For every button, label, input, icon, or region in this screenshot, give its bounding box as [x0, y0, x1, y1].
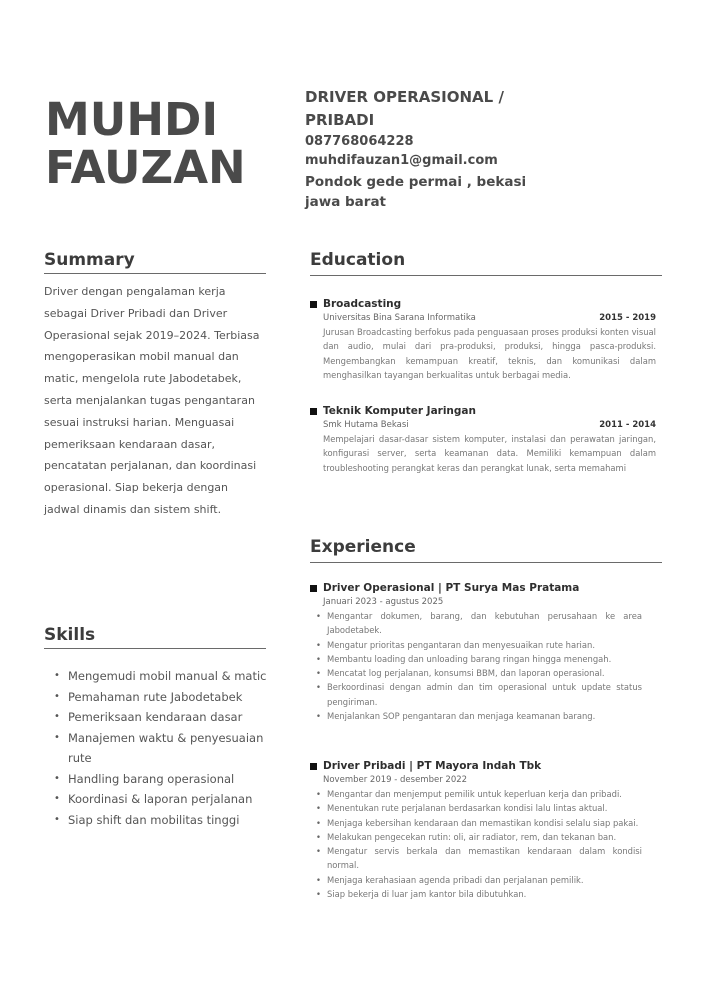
- summary-heading: Summary: [44, 250, 135, 270]
- name-last: FAUZAN: [45, 141, 246, 194]
- square-bullet-icon: [310, 408, 317, 415]
- experience-bullet: • Menjalankan SOP pengantaran dan menjaga keamanan barang.: [316, 709, 642, 723]
- address: Pondok gede permai , bekasi jawa barat: [305, 174, 527, 210]
- experience-bullet: • Siap bekerja di luar jam kantor bila dibutuhkan.: [316, 887, 642, 901]
- job-title: DRIVER OPERASIONAL / PRIBADI: [305, 88, 504, 129]
- education-description: Mempelajari dasar-dasar sistem komputer, instalasi dan perawatan jaringan, konfigurasi server, serta keamanan data. Memiliki kemampuan dalam troubleshooting perangkat keras dan perangkat lunak, serta memahami: [323, 434, 656, 473]
- name-first: MUHDI: [45, 93, 219, 146]
- summary-text: Driver dengan pengalaman kerja sebagai Driver Pribadi dan Driver Operasional sejak 2019–2024. Terbiasa mengoperasikan mobil manual dan matic, mengelola rute Jabodetabek, serta menjalankan tugas pengantaran sesuai instruksi harian. Menguasai pemeriksaan kendaraan dasar, pencatatan perjalanan, dan koordinasi operasional. Siap bekerja dengan jadwal dinamis dan sistem shift.: [44, 285, 260, 516]
- education-entry: [310, 298, 656, 382]
- experience-bullet: • Mengantar dan menjemput pemilik untuk keperluan kerja dan pribadi.: [316, 787, 642, 801]
- education-years: 2011 - 2014: [599, 420, 656, 430]
- contact-block: [305, 86, 565, 212]
- experience-entry: [310, 582, 642, 723]
- experience-divider: [310, 562, 662, 563]
- education-description: Jurusan Broadcasting berfokus pada penguasaan proses produksi konten visual dan audio, mulai dari pra-produksi, produksi, hingga pasca-produksi. Mengembangkan kemampuan kreatif, teknis, dan komunikasi dalam menghasilkan tayangan berkualitas untuk berbagai media.: [323, 327, 656, 380]
- experience-bullet: • Melakukan pengecekan rutin: oli, air radiator, rem, dan tekanan ban.: [316, 830, 642, 844]
- experience-bullets: [316, 609, 642, 723]
- experience-bullet: • Membantu loading dan unloading barang ringan hingga menengah.: [316, 652, 642, 666]
- education-entry: [310, 405, 656, 475]
- email: muhdifauzan1@gmail.com: [305, 153, 498, 168]
- experience-entry: [310, 760, 642, 901]
- candidate-name: [45, 93, 246, 194]
- experience-bullet: • Mengatur servis berkala dan memastikan kendaraan dalam kondisi normal.: [316, 844, 642, 873]
- experience-bullet: • Mengatur prioritas pengantaran dan menyesuaikan rute harian.: [316, 638, 642, 652]
- skills-divider: [44, 648, 266, 649]
- skill-item: • Handling barang operasional: [54, 769, 274, 790]
- skill-item: • Pemahaman rute Jabodetabek: [54, 687, 274, 708]
- experience-bullets: [316, 787, 642, 901]
- education-divider: [310, 275, 662, 276]
- experience-period: November 2019 - desember 2022: [323, 775, 468, 785]
- experience-role: Driver Pribadi | PT Mayora Indah Tbk: [323, 760, 542, 772]
- education-school: Universitas Bina Sarana Informatika: [323, 313, 476, 323]
- skill-item: • Manajemen waktu & penyesuaian rute: [54, 728, 274, 769]
- education-school: Smk Hutama Bekasi: [323, 420, 409, 430]
- education-heading: Education: [310, 250, 406, 270]
- education-degree: Teknik Komputer Jaringan: [323, 405, 476, 417]
- skills-heading: Skills: [44, 625, 96, 645]
- experience-role: Driver Operasional | PT Surya Mas Pratama: [323, 582, 580, 594]
- skills-list: [54, 666, 274, 830]
- experience-bullet: • Menentukan rute perjalanan berdasarkan kondisi lalu lintas aktual.: [316, 801, 642, 815]
- experience-bullet: • Menjaga kebersihan kendaraan dan memastikan kondisi selalu siap pakai.: [316, 816, 642, 830]
- phone: 087768064228: [305, 134, 414, 149]
- skill-item: • Mengemudi mobil manual & matic: [54, 666, 274, 687]
- summary-divider: [44, 273, 266, 274]
- skill-item: • Siap shift dan mobilitas tinggi: [54, 810, 274, 831]
- experience-bullet: • Mencatat log perjalanan, konsumsi BBM, dan laporan operasional.: [316, 666, 642, 680]
- skill-item: • Pemeriksaan kendaraan dasar: [54, 707, 274, 728]
- skill-item: • Koordinasi & laporan perjalanan: [54, 789, 274, 810]
- square-bullet-icon: [310, 763, 317, 770]
- experience-bullet: • Berkoordinasi dengan admin dan tim operasional untuk update status pengiriman.: [316, 680, 642, 709]
- experience-bullet: • Menjaga kerahasiaan agenda pribadi dan perjalanan pemilik.: [316, 873, 642, 887]
- square-bullet-icon: [310, 301, 317, 308]
- experience-heading: Experience: [310, 537, 416, 557]
- education-years: 2015 - 2019: [599, 313, 656, 323]
- square-bullet-icon: [310, 585, 317, 592]
- experience-period: Januari 2023 - agustus 2025: [323, 597, 444, 607]
- experience-bullet: • Mengantar dokumen, barang, dan kebutuhan perusahaan ke area Jabodetabek.: [316, 609, 642, 638]
- education-degree: Broadcasting: [323, 298, 402, 310]
